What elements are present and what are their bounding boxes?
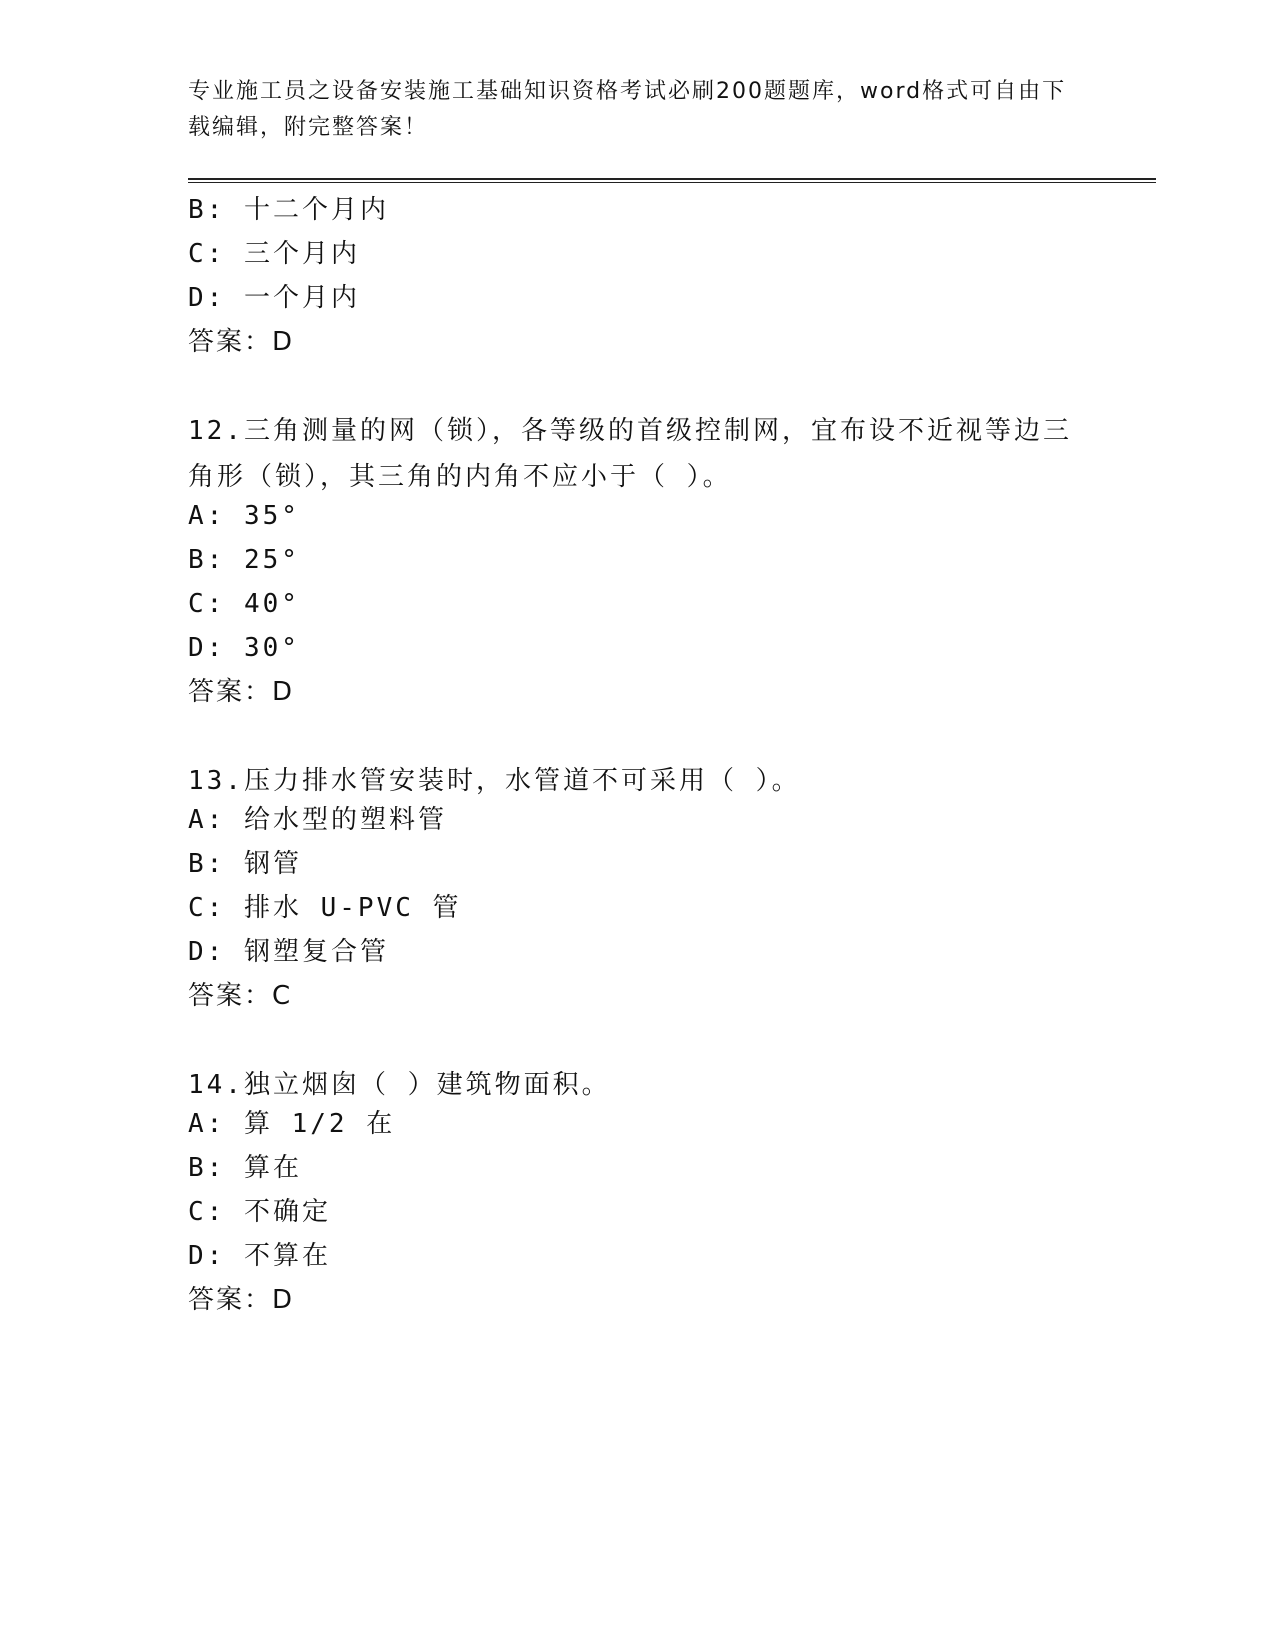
answer: 答案：D — [188, 1285, 295, 1315]
option-c: C: 三个月内 — [188, 239, 360, 269]
option-b: B: 25° — [188, 545, 300, 575]
option-d: D: 钢塑复合管 — [188, 937, 389, 967]
document-header: 专业施工员之设备安装施工基础知识资格考试必刷200题题库，word格式可自由下载编辑，附完整答案！ — [188, 79, 1067, 140]
option-a: A: 算 1/2 在 — [188, 1109, 396, 1139]
answer: 答案：D — [188, 327, 295, 357]
question-14-title: 14.独立烟囱（ ）建筑物面积。 — [188, 1070, 611, 1100]
option-c: C: 排水 U-PVC 管 — [188, 893, 462, 923]
option-a: A: 给水型的塑料管 — [188, 805, 447, 835]
option-c: C: 不确定 — [188, 1197, 331, 1227]
header-divider — [188, 178, 1156, 183]
option-d: D: 一个月内 — [188, 283, 360, 313]
option-c: C: 40° — [188, 589, 300, 619]
answer: 答案：D — [188, 677, 295, 707]
question-13-title: 13.压力排水管安装时，水管道不可采用（ ）。 — [188, 766, 801, 796]
question-12-title: 12.三角测量的网（锁），各等级的首级控制网，宜布设不近视等边三角形（锁），其三角的内角不应小于（ ）。 — [188, 416, 1072, 492]
option-b: B: 算在 — [188, 1153, 302, 1183]
option-d: D: 不算在 — [188, 1241, 331, 1271]
option-b: B: 十二个月内 — [188, 195, 389, 225]
answer: 答案：C — [188, 981, 293, 1011]
option-d: D: 30° — [188, 633, 300, 663]
option-b: B: 钢管 — [188, 849, 302, 879]
option-a: A: 35° — [188, 501, 300, 531]
